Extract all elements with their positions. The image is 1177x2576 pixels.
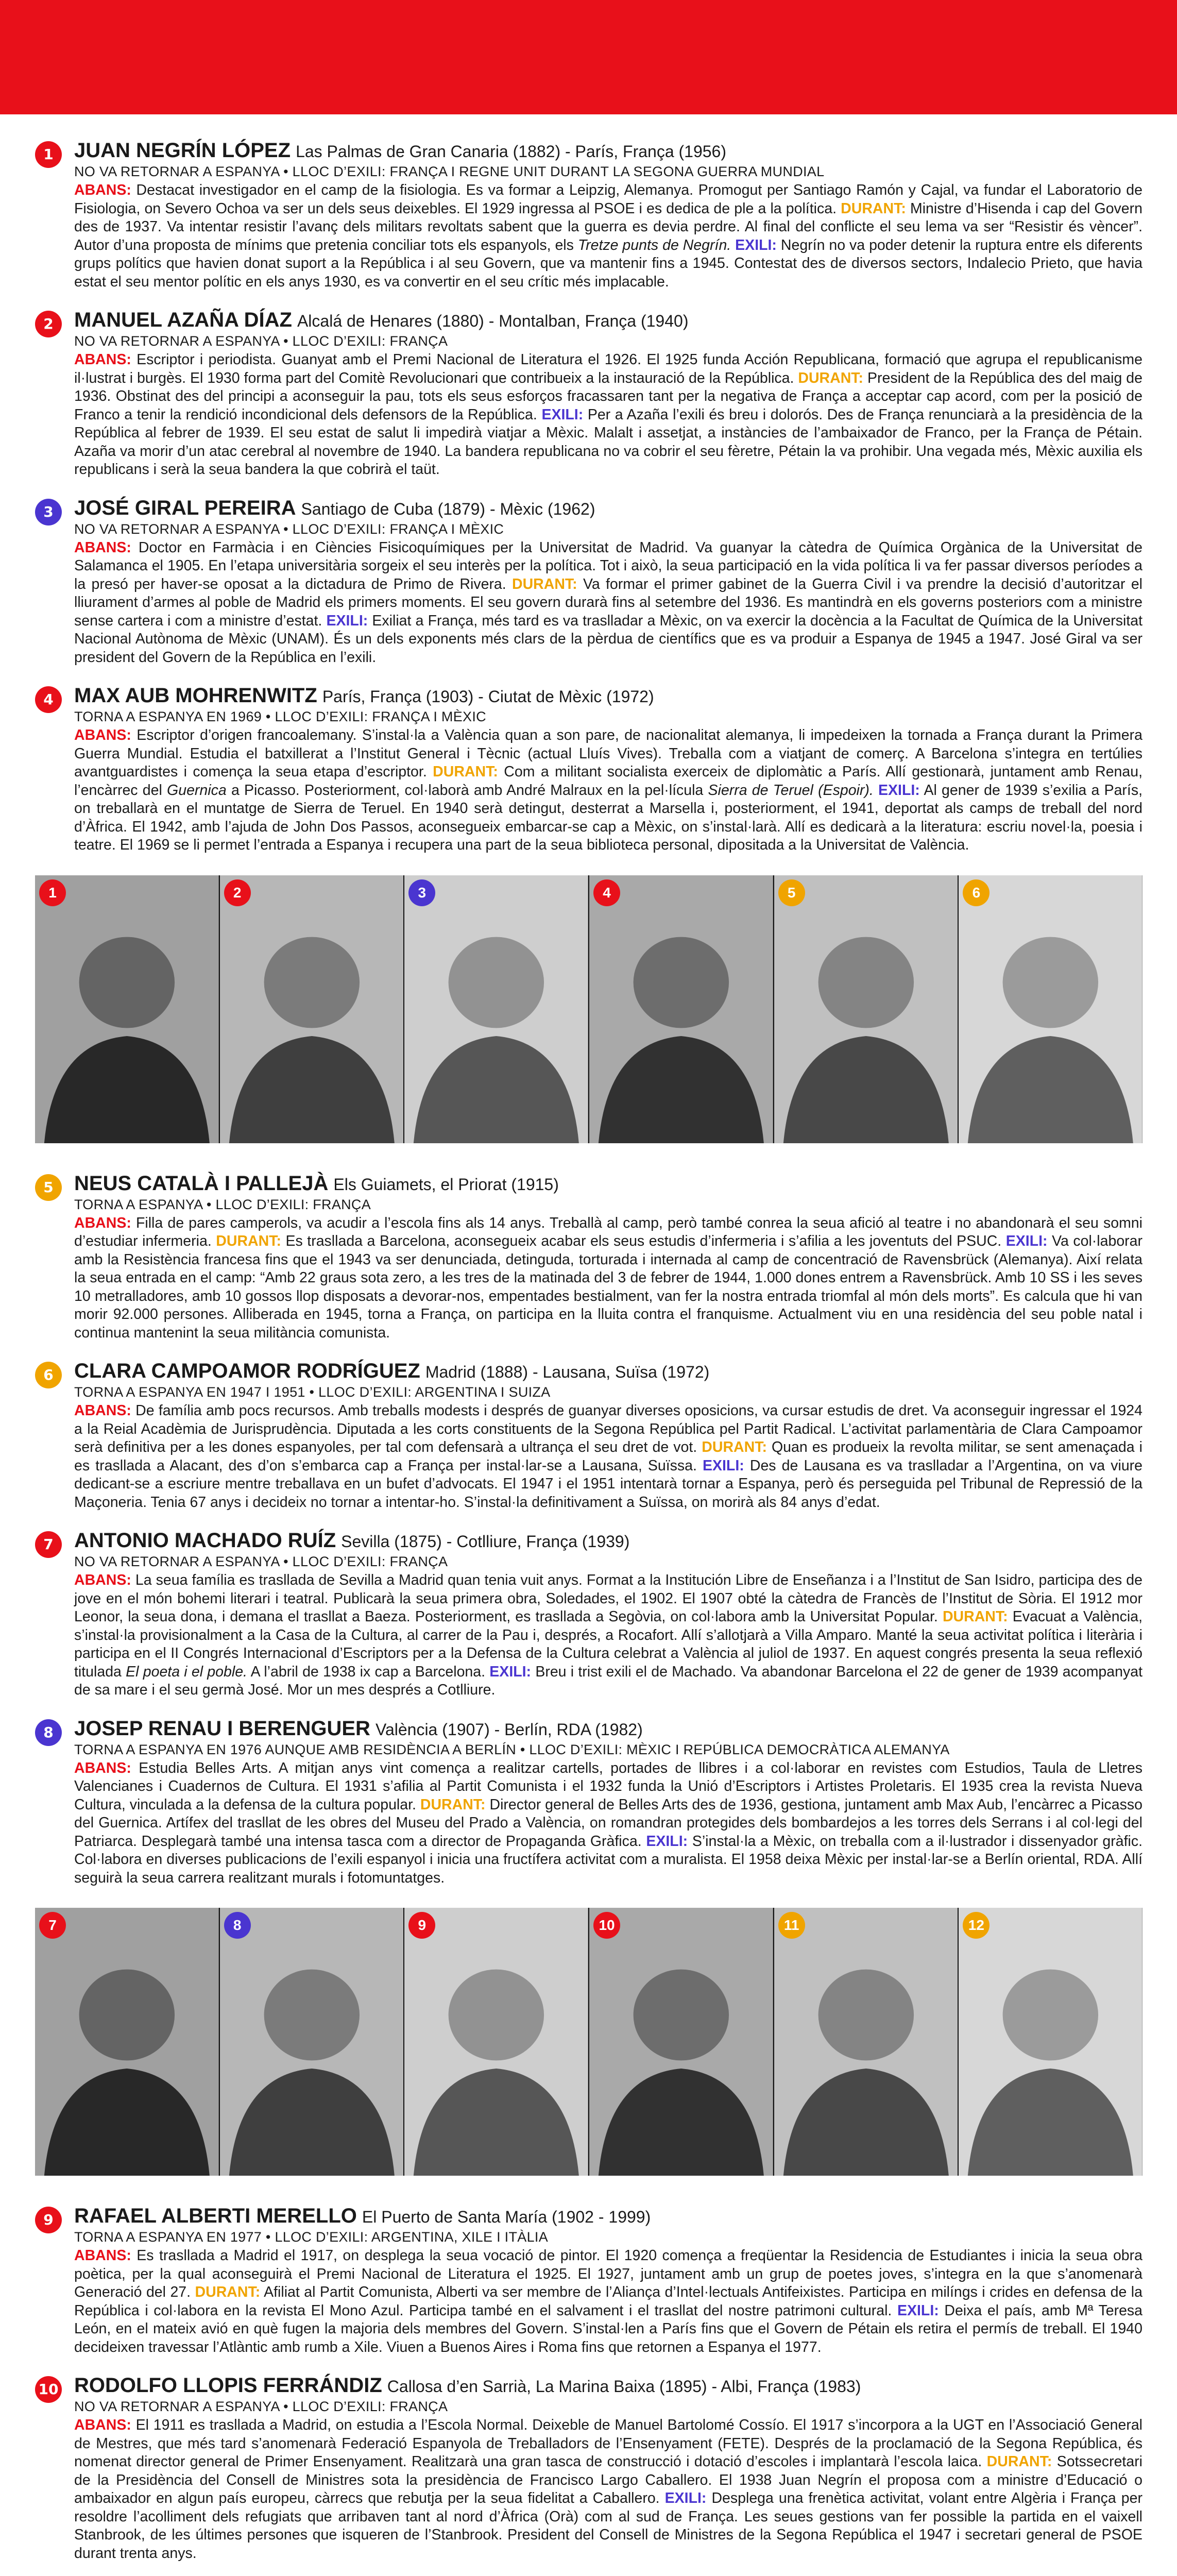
entry-body: [74, 726, 1142, 855]
portrait-silhouette-icon: [35, 875, 219, 1143]
portrait-silhouette-icon: [774, 1908, 958, 2176]
entry-heading: [74, 139, 1142, 163]
portrait-silhouette-icon: [959, 875, 1142, 1143]
photo-number-badge: 8: [224, 1912, 251, 1939]
label-abans: ABANS:: [74, 1572, 131, 1588]
label-durant: DURANT:: [420, 1796, 486, 1813]
birth-death-places: Las Palmas de Gran Canaria (1882) - París, França (1956): [296, 142, 726, 161]
photo-number-badge: 1: [39, 879, 66, 906]
label-exili: EXILI:: [1005, 1233, 1048, 1249]
text-abans: Es trasllada a Madrid el 1917, on desplega la seua vocació de pintor. El 1920 comença a freqüentar la Residencia de Estudiantes i inicia la seua obra poètica, per la qual aconseguirà el Premi Nacional de Literatura el 1925. El 1927, juntament amb un grup de poetes joves, s’integra en la que s’anomenarà Generació del 27.: [74, 2247, 1142, 2300]
label-abans: ABANS:: [74, 1759, 131, 1776]
birth-death-places: Santiago de Cuba (1879) - Mèxic (1962): [301, 499, 595, 518]
entry-body: [74, 2416, 1142, 2563]
label-abans: ABANS:: [74, 539, 131, 556]
text-durant-cont: A l’abril de 1938 ix cap a Barcelona.: [250, 1663, 486, 1680]
biography-entry: [35, 1529, 1142, 1700]
entry-heading: [74, 309, 1142, 332]
portrait-silhouette-icon: [220, 1908, 404, 2176]
label-abans: ABANS:: [74, 2247, 131, 2264]
portrait-photo: [404, 1908, 589, 2176]
portrait-photo: [404, 875, 589, 1143]
portrait-photo: [774, 1908, 959, 2176]
person-name: RODOLFO LLOPIS FERRÁNDIZ: [74, 2374, 382, 2397]
photo-number-badge: 5: [778, 879, 805, 906]
portrait-photo: [589, 875, 774, 1143]
document-body: [35, 139, 1142, 2576]
entry-number-badge: 6: [35, 1362, 62, 1388]
biography-entry: [35, 1360, 1142, 1512]
entry-heading: [74, 1360, 1142, 1383]
text-durant-cont: a Picasso. Posteriorment, col·laborà amb André Malraux en la pel·lícula: [231, 782, 704, 799]
entry-heading: [74, 1717, 1142, 1741]
label-durant: DURANT:: [195, 2284, 261, 2300]
person-name: ANTONIO MACHADO RUÍZ: [74, 1529, 336, 1552]
text-exili: Breu i trist exili el de Machado. Va abandonar Barcelona el 22 de gener de 1939 acompanyat de sa mare i el seu germà José. Mor un mes després a Cotlliure.: [74, 1663, 1143, 1698]
photo-number-badge: 10: [593, 1912, 620, 1939]
entry-body: [74, 1571, 1142, 1700]
photo-number-badge: 6: [963, 879, 990, 906]
photo-number-badge: 9: [408, 1912, 435, 1939]
text-durant-title-2: Sierra de Teruel (Espoir).: [708, 782, 874, 799]
portrait-silhouette-icon: [404, 875, 588, 1143]
label-exili: EXILI:: [897, 2302, 939, 2319]
birth-death-places: París, França (1903) - Ciutat de Mèxic (1972): [322, 687, 654, 706]
entry-number-badge: 7: [35, 1531, 62, 1558]
text-durant: Afiliat al Partit Comunista, Alberti va ser membre de l’Aliança d’Intel·lectuals Antifeixistes. Participa en milíngs i crides en defensa de la República i col·labora en la revista El Mono Azul. Participa també en el salvament i el trasllat del nostre patrimoni cultural.: [74, 2284, 1142, 2319]
label-exili: EXILI:: [489, 1663, 532, 1680]
label-exili: EXILI:: [326, 612, 368, 629]
person-name: JOSEP RENAU I BERENGUER: [74, 1717, 370, 1740]
portrait-photo: [35, 875, 220, 1143]
entry-body: [74, 1402, 1142, 1512]
portrait-silhouette-icon: [774, 875, 958, 1143]
entry-heading: [74, 1172, 1142, 1196]
label-durant: DURANT:: [512, 575, 577, 592]
entry-number-badge: 4: [35, 686, 62, 713]
entry-heading: [74, 497, 1142, 520]
entry-body: [74, 539, 1142, 667]
entry-number-badge: 10: [35, 2376, 62, 2403]
photo-number-badge: 12: [963, 1912, 990, 1939]
label-durant: DURANT:: [216, 1233, 281, 1249]
text-exili: Per a Azaña l’exili és breu i dolorós. Des de França renunciarà a la presidència de la República al febrer de 1939. El seu estat de salut li impedirà viatjar a Mèxic. Malalt i assetjat, a instàncies de l’ambaixador de Franco, per la França de Pétain. Azaña va morir d’un atac cerebral al novembre de 1940. La bandera republicana no va cobrir el seu fèretre, Pétain la va prohibir. Una vegada més, Mèxic auxilia els republicans i serà la seua bandera la que cobrirà el taüt.: [74, 406, 1142, 478]
biography-entry: [35, 1172, 1142, 1343]
photo-number-badge: 3: [408, 879, 435, 906]
portrait-strip: [35, 875, 1142, 1143]
label-exili: EXILI:: [878, 782, 920, 799]
person-name: MANUEL AZAÑA DÍAZ: [74, 309, 292, 331]
text-exili: Negrín no va poder detenir la ruptura entre els diferents grups polítics que havien donat suport a la República i al seu Govern, que va mantenir fins a 1945. Contestat des de diversos sectors, Indalecio Prieto, que havia estat el seu mentor polític en els anys 1930, es va convertir en el seu crític més implacable.: [74, 236, 1142, 290]
text-exili: Va col·laborar amb la Resistència francesa fins que el 1943 va ser denunciada, detinguda, torturada i internada al camp de concentració de Ravensbrück (Alemanya). Així relata la seua entrada en el camp: “Amb 22 graus sota zero, a les tres de la matinada del 3 de febrer de 1944, 1.000 dones entrem a Ravensbrück. Amb 10 SS i les seves 10 metralladores, amb 10 gossos llop disposats a devorar-nos, empentades bestialment, van fer la nostra entrada triomfal al món dels morts”. Es calcula que hi van morir 92.000 persones. Alliberada en 1945, torna a França, on participa en la lluita contra el franquisme. Actualment viu en una residència del seu poble natal i continua mantenint la seua militància comunista.: [74, 1233, 1142, 1341]
biography-entry: [35, 139, 1142, 291]
birth-death-places: València (1907) - Berlín, RDA (1982): [375, 1720, 643, 1739]
entry-number-badge: 5: [35, 1174, 62, 1201]
birth-death-places: Callosa d’en Sarrià, La Marina Baixa (1895) - Albi, França (1983): [387, 2377, 861, 2396]
text-abans: Estudia Belles Arts. A mitjan anys vint comença a realitzar cartells, portades de llibres i a col·laborar en revistes com Estudios, Taula de Lletres Valencianes i Cuadernos de Cultura. El 1931 s’afilia al Partit Comunista i el 1932 funda la Unió d’Escriptors i Artistes Proletaris. El 1935 crea la revista Nueva Cultura, vinculada a la defensa de la cultura popular.: [74, 1759, 1142, 1813]
text-durant: Quan es produeix la revolta militar, se sent amenaçada i es trasllada a Alacant, des d’on s’embarca cap a França per instal·lar-se a Lausana, Suïssa.: [74, 1439, 1143, 1474]
text-exili: Al gener de 1939 s’exilia a París, on treballarà en el muntatge de Sierra de Teruel. En 1940 serà detingut, desterrat a Marsella i, posteriorment, el 1941, deportat als camps de treball del nord d’Àfrica. El 1942, amb l’ajuda de John Dos Passos, aconsegueix embarcar-se cap a Mèxic, on s’instal·larà. Allí es dedicarà a la literatura: escriu novel·la, poesia i teatre. El 1969 se li permet l’entrada a Espanya i recupera una part de la seua biblioteca personal, dipositada a la Universitat de València.: [74, 782, 1143, 853]
person-name: RAFAEL ALBERTI MERELLO: [74, 2205, 357, 2227]
photo-number-badge: 11: [778, 1912, 805, 1939]
portrait-silhouette-icon: [35, 1908, 219, 2176]
entry-heading: [74, 2374, 1142, 2398]
text-durant: Evacuat a València, s’instal·la provisionalment a la Casa de la Cultura, al carrer de la Pau i, després, a Rocafort. Allí s’allotjarà a Villa Amparo. Manté la seua activitat política i literària i participa en el II Congrés Internacional d’Escriptors per a la Defensa de la Cultura celebrat a València al juliol de 1937. En aquest congrés presenta la seua reflexió titulada: [74, 1608, 1142, 1680]
text-exili: Exiliat a França, més tard es va traslladar a Mèxic, on va exercir la docència a la Facultat de Química de la Universitat Nacional Autònoma de Mèxic (UNAM). És un dels exponents més clars de la pèrdua de científics que es va produir a Espanya de 1945 a 1947. José Giral va ser president del Govern de la República en l’exili.: [74, 612, 1143, 666]
birth-death-places: Alcalá de Henares (1880) - Montalban, França (1940): [297, 312, 689, 330]
portrait-photo: [959, 1908, 1142, 2176]
person-name: CLARA CAMPOAMOR RODRÍGUEZ: [74, 1360, 420, 1382]
text-abans: El 1911 es trasllada a Madrid, on estudia a l’Escola Normal. Deixeble de Manuel Bartolomé Cossío. El 1917 s’incorpora a la UGT en l’Associació General de Mestres, que més tard s’anomenarà Federació Espanyola de Treballadors de l’Ensenyament (FETE). Després de la proclamació de la Segona República, és nomenat director general de Primer Ensenyament. Realitzarà una gran tasca de construcció i dotació d’escoles i implantarà l’escola laica.: [74, 2417, 1143, 2470]
entry-body: [74, 1214, 1142, 1343]
label-abans: ABANS:: [74, 351, 131, 368]
biography-entry: [35, 309, 1142, 479]
label-exili: EXILI:: [735, 236, 777, 253]
label-durant: DURANT:: [433, 764, 498, 780]
portrait-silhouette-icon: [220, 875, 404, 1143]
label-durant: DURANT:: [942, 1608, 1008, 1625]
text-durant: Va formar el primer gabinet de la Guerra Civil i va prendre la decisió d’autoritzar el lliurament d’armes al poble de Madrid els primers moments. El seu govern durarà fins al setembre del 1936. Es mantindrà en els governs posteriors com a ministre sense cartera i com a ministre d’estat.: [74, 575, 1142, 629]
portrait-silhouette-icon: [404, 1908, 588, 2176]
text-abans: Doctor en Farmàcia i en Ciències Fisicoquímiques per la Universitat de Madrid. Va guanyar la càtedra de Química Orgànica de la Universitat de Salamanca el 1905. En l’etapa universitària sorgeix el seu interès per la política. Tot i això, la seua participació en la vida política li va fer passar diversos períodes a la presó per haver-se oposat a la dictadura de Primo de Rivera.: [74, 539, 1142, 592]
exile-summary: TORNA A ESPANYA EN 1947 I 1951 • LLOC D’EXILI: ARGENTINA I SUIZA: [74, 1384, 551, 1400]
exile-summary: NO VA RETORNAR A ESPANYA • LLOC D’EXILI: FRANÇA I MÈXIC: [74, 521, 504, 537]
entry-number-badge: 1: [35, 141, 62, 168]
person-name: JUAN NEGRÍN LÓPEZ: [74, 139, 291, 162]
entry-number-badge: 3: [35, 499, 62, 526]
biography-entry: [35, 497, 1142, 667]
text-abans: Filla de pares camperols, va acudir a l’escola fins als 14 anys. Treballà al camp, però també conrea la seua afició al teatre i no abandonarà el seu somni d’estudiar infermeria.: [74, 1214, 1142, 1249]
birth-death-places: Madrid (1888) - Lausana, Suïsa (1972): [425, 1363, 710, 1381]
text-exili: Deixa el país, amb Mª Teresa León, en el mateix avió en què fugen la majoria dels membres del Govern. S’instal·len a París fins que el Govern de Pétain els retira el permís de treball. El 1940 decideixen travessar l’Atlàntic amb rumb a Xile. Viuen a Buenos Aires i Roma fins que retornen a Espanya el 1977.: [74, 2302, 1143, 2355]
portrait-photo: [774, 875, 959, 1143]
portrait-photo: [220, 875, 405, 1143]
label-abans: ABANS:: [74, 1402, 131, 1419]
exile-summary: TORNA A ESPANYA EN 1977 • LLOC D’EXILI: ARGENTINA, XILE I ITÀLIA: [74, 2229, 549, 2245]
label-durant: DURANT:: [702, 1439, 767, 1455]
exile-summary: TORNA A ESPANYA • LLOC D’EXILI: FRANÇA: [74, 1196, 371, 1212]
label-exili: EXILI:: [703, 1457, 744, 1474]
label-abans: ABANS:: [74, 1214, 131, 1231]
portrait-silhouette-icon: [589, 875, 773, 1143]
biography-entry: [35, 2205, 1142, 2357]
text-abans: Destacat investigador en el camp de la fisiologia. Es va formar a Leipzig, Alemanya. Promogut per Santiago Ramón y Cajal, va fundar el Laboratorio de Fisiologia, on Severo Ochoa va ser un dels seus deixebles. El 1929 ingressa al PSOE i es dedica de ple a la política.: [74, 182, 1143, 217]
text-durant: Sotssecretari de la Presidència del Consell de Ministres sota la presidència de Francisco Largo Caballero. El 1938 Juan Negrín el proposa com a ministre d’Educació o ambaixador en algun país europeu, càrrecs que rebutja per la seua fidelitat a Caballero.: [74, 2453, 1143, 2506]
label-abans: ABANS:: [74, 2417, 131, 2433]
label-abans: ABANS:: [74, 182, 131, 198]
text-durant-title: Tretze punts de Negrín.: [577, 236, 731, 253]
portrait-photo: [959, 875, 1142, 1143]
label-durant: DURANT:: [798, 369, 864, 386]
birth-death-places: Els Guiamets, el Priorat (1915): [333, 1175, 559, 1194]
birth-death-places: El Puerto de Santa María (1902 - 1999): [362, 2208, 651, 2226]
text-exili: Des de Lausana es va traslladar a l’Argentina, on va viure dedicant-se a escriure mentre treballava en un bufet d’advocats. El 1947 i el 1951 intentarà tornar a Espanya, però és perseguida pel Tribunal de Repressió de la Maçoneria. Tenia 67 anys i decideix no tornar a intentar-ho. S’instal·la definitivament a Suïssa, on morirà als 84 anys d’edat.: [74, 1457, 1143, 1511]
top-red-band: [0, 0, 1177, 114]
portrait-strip: [35, 1908, 1142, 2176]
exile-summary: TORNA A ESPANYA EN 1976 AUNQUE AMB RESIDÈNCIA A BERLÍN • LLOC D’EXILI: MÈXIC I REPÚBLICA DEMOCRÀTICA ALEMANYA: [74, 1741, 950, 1757]
person-name: NEUS CATALÀ I PALLEJÀ: [74, 1172, 329, 1195]
entry-number-badge: 8: [35, 1719, 62, 1746]
entry-number-badge: 2: [35, 311, 62, 337]
biography-entry: [35, 1717, 1142, 1888]
label-exili: EXILI:: [664, 2490, 707, 2506]
portrait-silhouette-icon: [589, 1908, 773, 2176]
label-exili: EXILI:: [646, 1833, 688, 1850]
text-exili: Desplega una frenètica activitat, volant entre Algèria i França per resoldre l’acolliment dels refugiats que arribaven tant al nord d’Àfrica (Orà) com al sud de França. Les seues gestions van fer possible la partida en el vaixell Stanbrook, de les últimes persones que isqueren de l’Stanbrook. President del Consell de Ministres de la Segona República el 1947 i secretari general de PSOE durant trenta anys.: [74, 2490, 1142, 2562]
exile-summary: TORNA A ESPANYA EN 1969 • LLOC D’EXILI: FRANÇA I MÈXIC: [74, 709, 486, 724]
entry-body: [74, 181, 1142, 291]
photo-number-badge: 4: [593, 879, 620, 906]
portrait-photo: [220, 1908, 405, 2176]
photo-number-badge: 7: [39, 1912, 66, 1939]
entry-number-badge: 9: [35, 2207, 62, 2233]
person-name: MAX AUB MOHRENWITZ: [74, 684, 317, 707]
entry-heading: [74, 684, 1142, 708]
text-abans: De família amb pocs recursos. Amb treballs modests i després de guanyar diverses oposicions, va cursar estudis de dret. Va aconseguir ingressar el 1924 a la Reial Acadèmia de Jurisprudència. Diputada a les corts constituents de la Segona República pel Partit Radical. L’activitat parlamentària de Clara Campoamor serà definitiva per a les dones espanyoles, per tal com defensarà a ultrança el seu dret de vot.: [74, 1402, 1142, 1455]
biography-entry: [35, 2374, 1142, 2563]
text-durant: Es trasllada a Barcelona, aconsegueix acabar els seus estudis d’infermeria i s’afilia a les joventuts del PSUC.: [285, 1233, 1002, 1249]
photo-number-badge: 2: [224, 879, 251, 906]
text-exili: S’instal·la a Mèxic, on treballa com a il·lustrador i dissenyador gràfic. Col·labora en diverses publicacions de l’exili espanyol i inicia una fructífera activitat com a muralista. El 1958 deixa Mèxic per instal·lar-se a Berlín oriental, RDA. Allí seguirà la seua carrera realitzant murals i fotomuntatges.: [74, 1833, 1143, 1886]
birth-death-places: Sevilla (1875) - Cotlliure, França (1939): [341, 1532, 630, 1551]
text-durant: Director general de Belles Arts des de 1936, gestiona, juntament amb Max Aub, l’encàrrec a Picasso del Guernica. Artífex del trasllat de les obres del Museu del Prado a València, on romandran protegides dels bombardejos a les torres dels Serrans i al col·legi del Patriarca. Desplegarà també una intensa tasca com a director de Propaganda Gràfica.: [74, 1796, 1143, 1850]
entry-heading: [74, 2205, 1142, 2228]
portrait-photo: [35, 1908, 220, 2176]
text-durant: Ministre d’Hisenda i cap del Govern des de 1937. Va intentar resistir l’avanç dels militars revoltats sabent que la guerra es devia perdre. Al final del conflicte el seu lema va ser “Resistir és vèncer”. Autor d’una proposta de mínims que pretenia conciliar tots els espanyols, els: [74, 200, 1142, 253]
exile-summary: NO VA RETORNAR A ESPANYA • LLOC D’EXILI: FRANÇA: [74, 1554, 448, 1569]
label-durant: DURANT:: [841, 200, 906, 217]
exile-summary: NO VA RETORNAR A ESPANYA • LLOC D’EXILI: FRANÇA I REGNE UNIT DURANT LA SEGONA GUERRA MUNDIAL: [74, 164, 825, 179]
person-name: JOSÉ GIRAL PEREIRA: [74, 496, 296, 519]
text-durant-title: Guernica: [167, 782, 227, 799]
entry-body: [74, 2247, 1142, 2357]
biography-entry: [35, 684, 1142, 855]
label-abans: ABANS:: [74, 727, 131, 743]
exile-summary: NO VA RETORNAR A ESPANYA • LLOC D’EXILI: FRANÇA: [74, 333, 448, 349]
text-durant: Com a militant socialista exerceix de diplomàtic a París. Allí gestionarà, juntament amb Renau, l’encàrrec del: [74, 764, 1143, 799]
text-abans: Escriptor d’origen francoalemany. S’instal·la a València quan a son pare, de nacionalitat alemanya, li impedeixen la tornada a França durant la Primera Guerra Mundial. Estudia el batxillerat a l’Institut General i Tècnic (actual Lluís Vives). Treballa com a viatjant de comerç. A Barcelona s’integra en tertúlies avantguardistes i comença la seua etapa d’escriptor.: [74, 727, 1142, 780]
portrait-silhouette-icon: [959, 1908, 1142, 2176]
entry-body: [74, 1759, 1142, 1888]
entry-heading: [74, 1529, 1142, 1553]
text-abans: Escriptor i periodista. Guanyat amb el Premi Nacional de Literatura el 1926. El 1925 funda Acción Republicana, formació que agrupa el republicanisme il·lustrat i burgès. El 1930 forma part del Comitè Revolucionari que contribueix a la instauració de la República.: [74, 351, 1142, 386]
portrait-photo: [589, 1908, 774, 2176]
text-abans: La seua família es trasllada de Sevilla a Madrid quan tenia vuit anys. Format a la Institución Libre de Enseñanza i a l’Institut de San Isidro, participa des de jove en el món bohemi literari i teatral. Publicarà la seua primera obra, Soledades, el 1902. El 1907 obté la càtedra de Francès de l’Institut de Sòria. El 1912 mor Leonor, la seua dona, i demana el trasllat a Baeza. Posteriorment, es trasllada a Segòvia, on col·labora amb la Universitat Popular.: [74, 1572, 1143, 1625]
exile-summary: NO VA RETORNAR A ESPANYA • LLOC D’EXILI: FRANÇA: [74, 2399, 448, 2414]
text-durant: President de la República des del maig de 1936. Obstinat des del principi a aconseguir la pau, tots els seus esforços fracassaren tant per la negativa de França a acceptar cap acord, com per la posició de Franco a tenir la rendició incondicional dels defensors de la República.: [74, 369, 1142, 423]
label-exili: EXILI:: [541, 406, 584, 423]
text-durant-title: El poeta i el poble.: [126, 1663, 247, 1680]
label-durant: DURANT:: [986, 2453, 1052, 2470]
entry-body: [74, 351, 1142, 479]
